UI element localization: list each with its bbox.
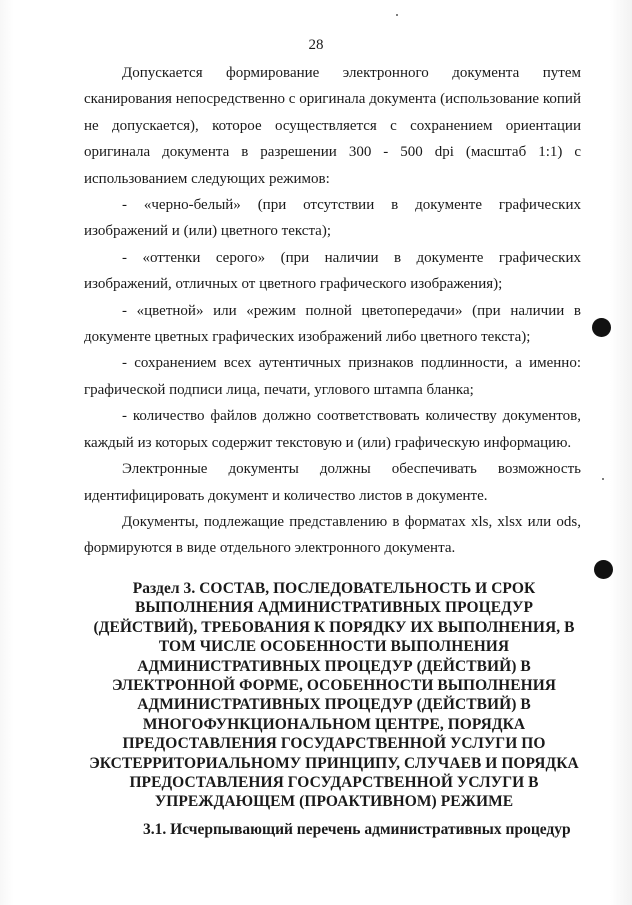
paragraph-electronic-documents: Электронные документы должны обеспечивать возможность идентифицировать документ и количество листов в документе. — [84, 461, 581, 504]
scan-speck — [602, 478, 604, 480]
list-item-grayscale: - «оттенки серого» (при наличии в документе графических изображений, отличных от цветного графического изображения); — [84, 249, 581, 293]
paragraph-spreadsheet-formats: Документы, подлежащие представлению в форматах xls, xlsx или ods, формируются в виде отдельного электронного документа. — [84, 513, 581, 557]
list-item-authenticity: - сохранением всех аутентичных признаков подлинности, а именно: графической подписи лица, печати, углового штампа бланка; — [84, 355, 581, 398]
paragraph-scanning-rules: Допускается формирование электронного документа путем сканирования непосредственно с оригинала документа (использование копий не допускается), которое осуществляется с сохранением ориентации оригинала документа в разрешении 300 - 500 dpi (масштаб 1:1) с использованием следующих режимов: — [84, 65, 581, 187]
body-text — [84, 60, 581, 562]
scan-speck — [396, 14, 398, 16]
punch-hole — [592, 318, 611, 337]
subsection-heading: 3.1. Исчерпывающий перечень административных процедур — [143, 821, 571, 838]
section-heading: Раздел 3. СОСТАВ, ПОСЛЕДОВАТЕЛЬНОСТЬ И СРОК ВЫПОЛНЕНИЯ АДМИНИСТРАТИВНЫХ ПРОЦЕДУР (ДЕЙСТВИЙ), ТРЕБОВАНИЯ К ПОРЯДКУ ИХ ВЫПОЛНЕНИЯ, В ТОМ ЧИСЛЕ ОСОБЕННОСТИ ВЫПОЛНЕНИЯ АДМИНИСТРАТИВНЫХ ПРОЦЕДУР (ДЕЙСТВИЙ) В ЭЛЕКТРОННОЙ ФОРМЕ, ОСОБЕННОСТИ ВЫПОЛНЕНИЯ АДМИНИСТРАТИВНЫХ ПРОЦЕДУР (ДЕЙСТВИЙ) В МНОГОФУНКЦИОНАЛЬНОМ ЦЕНТРЕ, ПОРЯДКА ПРЕДОСТАВЛЕНИЯ ГОСУДАРСТВЕННОЙ УСЛУГИ ПО ЭКСТЕРРИТОРИАЛЬНОМУ ПРИНЦИПУ, СЛУЧАЕВ И ПОРЯДКА ПРЕДОСТАВЛЕНИЯ ГОСУДАРСТВЕННОЙ УСЛУГИ В УПРЕЖДАЮЩЕМ (ПРОАКТИВНОМ) РЕЖИМЕ — [89, 580, 579, 811]
list-item-color: - «цветной» или «режим полной цветопередачи» (при наличии в документе цветных графических изображений либо цветного текста); — [84, 302, 581, 346]
punch-hole — [594, 560, 613, 579]
list-item-black-white: - «черно-белый» (при отсутствии в документе графических изображений и (или) цветного текста); — [84, 197, 581, 240]
page-number: 28 — [308, 37, 324, 53]
list-item-file-count: - количество файлов должно соответствовать количеству документов, каждый из которых содержит текстовую и (или) графическую информацию. — [84, 408, 581, 451]
